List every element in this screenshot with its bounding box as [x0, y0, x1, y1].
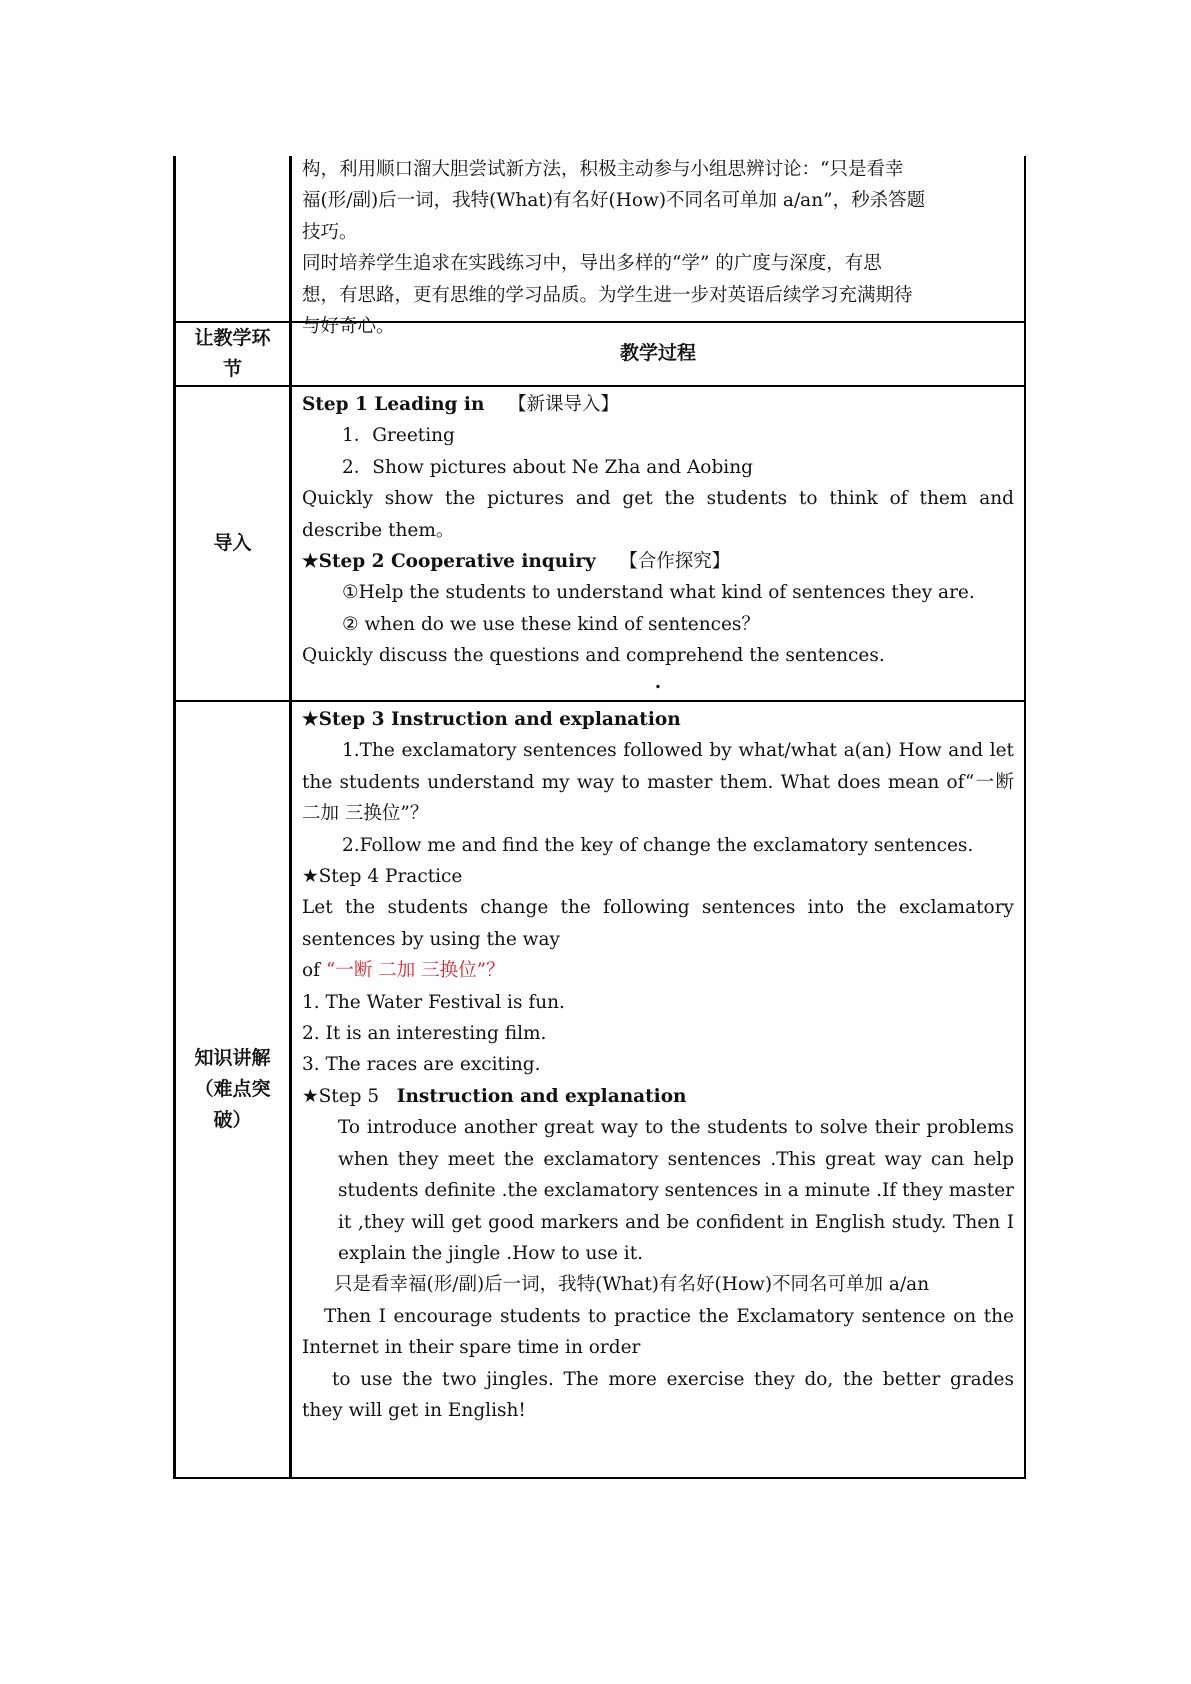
step2-heading — [302, 546, 1014, 577]
header-right-cell — [289, 323, 1024, 385]
encourage-line-2: to use the two jingles. The more exercise they do, the better grades they will get in English! — [302, 1368, 1014, 1421]
header-left-cell — [176, 323, 289, 385]
objectives-line: 技巧。 — [302, 221, 358, 243]
step2-tag: 【合作探究】 — [619, 551, 731, 573]
step5-star: ★Step 5 — [302, 1085, 380, 1107]
step1-heading — [302, 389, 1014, 420]
objectives-line: 福(形/副)后一词，我特(What)有名好(How)不同名可单加 a/an”，秒杀答题 — [302, 190, 926, 212]
objectives-line: 想，有思路，更有思维的学习品质。为学生进一步对英语后续学习充满期待 — [302, 284, 913, 306]
objectives-content-cell — [289, 156, 1024, 338]
header-left-label: 让教学环节 — [194, 327, 271, 380]
lesson-plan-table — [173, 156, 1026, 1479]
step1-tag: 【新课导入】 — [507, 394, 619, 415]
practice-item: 2. It is an interesting film. — [302, 1023, 547, 1045]
objectives-line: 构，利用顺口溜大胆尝试新方法，积极主动参与小组思辨讨论：“只是看幸 — [302, 159, 904, 180]
centered-dot: . — [654, 671, 662, 693]
practice-item: 3. The races are exciting. — [302, 1054, 541, 1076]
encourage-line-1: Then I encourage students to practice the Exclamatory sentence on the Internet in their spare time in order — [302, 1305, 1014, 1359]
step4-method: “一断 二加 三换位”？ — [325, 960, 505, 982]
step4-method-line — [302, 955, 1014, 986]
knowledge-label-cell — [176, 702, 289, 1477]
step1-description: Quickly show the pictures and get the students to think of them and describe them。 — [302, 488, 1014, 541]
intro-row — [176, 385, 1024, 700]
step2-item: ①Help the students to understand what kind of sentences they are. — [342, 582, 975, 604]
practice-item: 1. The Water Festival is fun. — [302, 991, 565, 1013]
step1-item: 2．Show pictures about Ne Zha and Aobing — [342, 456, 753, 478]
step3-paragraph-2: 2.Follow me and find the key of change the exclamatory sentences. — [342, 834, 974, 856]
step5-title: Instruction and explanation — [396, 1085, 687, 1107]
step3-paragraph-1: 1.The exclamatory sentences followed by what/what a(an) How and let the students understand my way to master them. What does mean of“一断 二加 三换位”？ — [302, 740, 1014, 825]
step5-paragraph: To introduce another great way to the students to solve their problems when they meet the exclamatory sentences .This great way can help students definite .the exclamatory sentences in a minute .If they master it ,they will get good markers and be confident in English study. Then I explain the jingle .How to use it. — [338, 1117, 1014, 1264]
step2-item: ② when do we use these kind of sentences？ — [342, 613, 760, 635]
step2-title: ★Step 2 Cooperative inquiry — [302, 551, 596, 573]
step1-title: Step 1 Leading in — [302, 394, 485, 415]
step4-title: ★Step 4 Practice — [302, 866, 463, 888]
intro-content — [289, 387, 1024, 700]
knowledge-label: 知识讲解（难点突破） — [194, 1047, 271, 1131]
step4-description: Let the students change the following sentences into the exclamatory sentences by using the way — [302, 897, 1014, 950]
objectives-line: 与好奇心。 — [302, 316, 395, 338]
jingle-line: 只是看幸福(形/副)后一词，我特(What)有名好(How)不同名可单加 a/an — [334, 1274, 930, 1296]
objectives-row — [176, 156, 1024, 338]
header-title: 教学过程 — [619, 342, 696, 365]
objectives-line: 同时培养学生追求在实践练习中，导出多样的“学” 的广度与深度，有思 — [302, 253, 882, 275]
header-row — [176, 321, 1024, 385]
knowledge-row — [176, 700, 1024, 1477]
step1-item: 1．Greeting — [342, 425, 455, 447]
step5-heading — [302, 1081, 1014, 1112]
step3-title: ★Step 3 Instruction and explanation — [302, 709, 681, 730]
knowledge-content — [289, 702, 1024, 1477]
step4-of: of — [302, 960, 320, 982]
intro-label: 导入 — [213, 532, 252, 554]
step2-description: Quickly discuss the questions and comprehend the sentences. — [302, 645, 885, 667]
objectives-label-cell — [176, 156, 289, 321]
